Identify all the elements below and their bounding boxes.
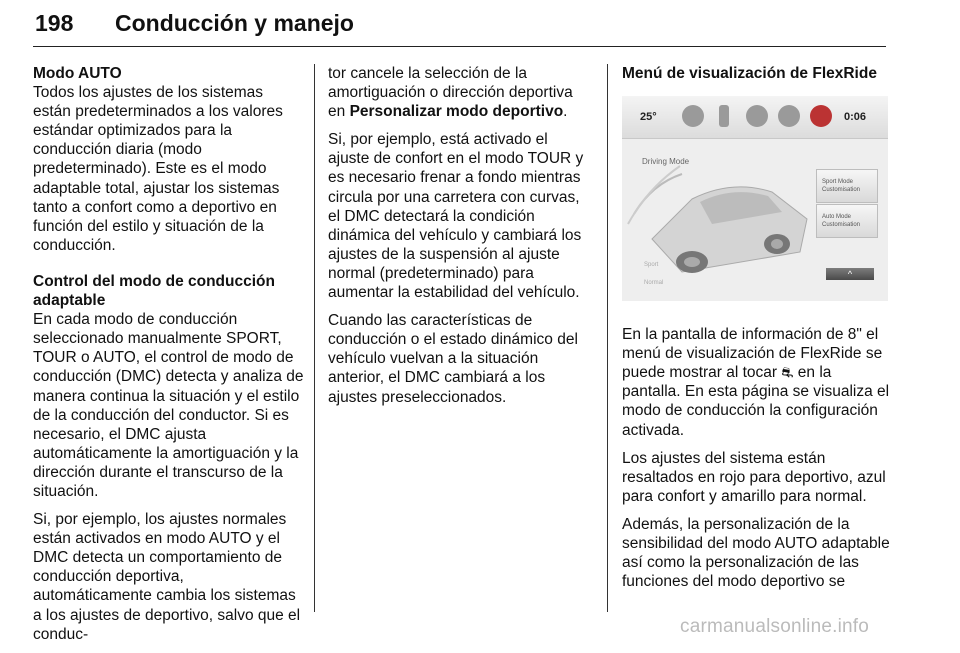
flexride-screen-image [622,96,888,301]
tour-example-paragraph: Si, por ejemplo, está activado el ajuste de confort en el modo TOUR y es necesario frenar a fondo mientras circula por una carretera con curvas, el DMC detectará la condición dinámica del vehículo y cambiará los ajustes de la suspensión al ajuste normal (predeterminado) para aumentar la estabilidad del vehículo. [328,131,584,302]
phone-icon [719,105,729,127]
column-middle [328,64,593,416]
navigation-icon [746,105,768,127]
column-right [622,64,890,600]
screen-status-bar [622,96,888,139]
sport-mode-customisation-button[interactable]: Sport Mode Customisation [816,169,878,203]
dmc-paragraph: En cada modo de conducción seleccionado manualmente SPORT, TOUR o AUTO, el control de modo de conducción (DMC) detecta y analiza de manera continua la situación y el estilo de la conducción del conductor. Si es necesario, el DMC ajusta automáticamente la amortiguación y la dirección durante el transcurso de la situación. [33,311,304,500]
page-title: Conducción y manejo [115,10,354,36]
temperature-display: 25° [640,111,657,124]
auto-mode-paragraph: Todos los ajustes de los sistemas están predeterminados a los valores estándar optimizados para la conducción diaria (modo predeterminado). Este es el modo adaptable total, ajustar los sistemas tanto a confort como a deportivo en función del estilo y situación de la conducción. [33,84,283,254]
column-left [33,64,305,653]
flexride-icon [810,105,832,127]
flexride-menu-heading: Menú de visualización de FlexRide [622,65,877,82]
auto-mode-customisation-button[interactable]: Auto Mode Customisation [816,204,878,238]
sport-customisation-ref: Personalizar modo deportivo [349,103,564,121]
car-seat-icon: ⛐ [781,364,794,381]
dmc-heading: Control del modo de conducción adaptable [33,272,275,310]
auto-mode-heading: Modo AUTO [33,65,122,82]
music-icon [682,105,704,127]
continuation-paragraph: tor cancele la selección de la amortiguación o dirección deportiva en Personalizar modo deportivo. [328,65,573,121]
example-paragraph: Si, por ejemplo, los ajustes normales están activados en modo AUTO y el DMC detecta un comportamiento de conducción deportiva, automáticamente cambia los sistemas a los ajustes de deportivo, salvo que el conduc- [33,511,301,643]
side-label-sport: Sport [644,262,659,269]
media-icon [778,105,800,127]
driving-mode-title: Driving Mode [642,157,690,167]
up-arrow-button[interactable]: ^ [826,268,874,280]
display-paragraph: En la pantalla de información de 8" el menú de visualización de FlexRide se puede mostrar al tocar ⛐ en la pantalla. En esta página se visualiza el modo de conducción la configuración activada. [622,326,890,439]
page-number: 198 [35,10,74,36]
customisation-paragraph: Además, la personalización de la sensibilidad del modo AUTO adaptable así como la personalización de las funciones del modo deportivo se [622,515,890,591]
page-header [33,6,886,47]
column-divider [314,64,315,612]
column-divider [607,64,608,612]
return-paragraph: Cuando las características de conducción o el estado dinámico del vehículo vuelvan a la situación anterior, el DMC cambiará a los ajustes preseleccionados. [328,312,578,406]
colors-paragraph: Los ajustes del sistema están resaltados en rojo para deportivo, azul para confort y amarillo para normal. [622,449,886,505]
site-watermark: carmanualsonline.info [680,616,870,637]
clock-display: 0:06 [844,111,867,124]
side-label-normal: Normal [644,280,664,287]
